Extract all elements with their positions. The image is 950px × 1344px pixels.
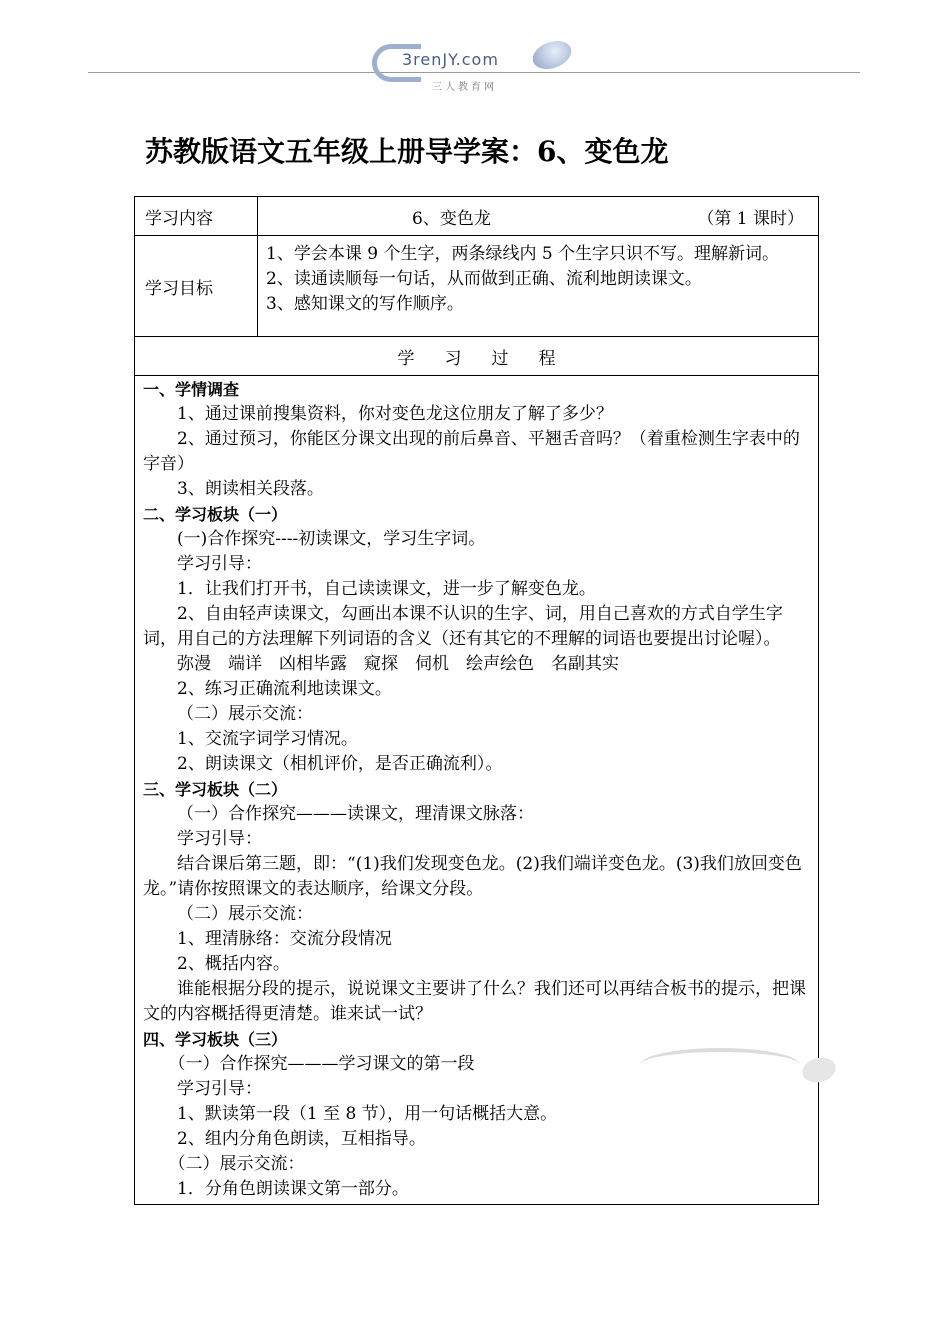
process-header: 学习过程	[135, 337, 819, 376]
logo-text: 3renJY.com	[402, 50, 499, 69]
process-body	[135, 376, 819, 1205]
goal-item: 2、读通读顺每一句话，从而做到正确、流利地朗读课文。	[266, 269, 702, 289]
body-paragraph: 1．分角色朗读课文第一部分。	[177, 1179, 409, 1199]
lesson-period: （第 1 课时）	[697, 208, 804, 229]
body-paragraph: 学习引导：	[177, 829, 262, 849]
body-paragraph: （二）展示交流：	[168, 1154, 305, 1174]
body-paragraph: 3、朗读相关段落。	[177, 479, 324, 499]
process-body-row	[135, 376, 819, 1205]
body-paragraph: 2、自由轻声读课文，勾画出本课不认识的生字、词，用自己喜欢的方式自学生字词，用自己的方法理解下列词语的含义（还有其它的不理解的词语也要提出讨论喔）。	[143, 604, 783, 649]
section-heading: 二、学习板块（一）	[143, 505, 288, 524]
goals-row	[135, 236, 819, 337]
body-paragraph: （二）展示交流：	[177, 904, 313, 924]
body-paragraph: 2、概括内容。	[177, 954, 290, 974]
body-paragraph: 2、组内分角色朗读，互相指导。	[177, 1129, 426, 1149]
body-paragraph: 1、交流字词学习情况。	[177, 729, 358, 749]
content-value: 6、变色龙	[412, 208, 491, 229]
body-paragraph: 1、默读第一段（1 至 8 节），用一句话概括大意。	[177, 1104, 558, 1124]
lesson-plan-table	[134, 196, 819, 1205]
content-row	[135, 197, 819, 236]
logo-subtitle: 三人教育网	[432, 82, 497, 93]
body-paragraph: (一)合作探究----初读课文，学习生字词。	[177, 529, 486, 549]
body-paragraph: 1、理清脉络：交流分段情况	[177, 929, 392, 949]
body-paragraph: 结合课后第三题，即：“(1)我们发现变色龙。(2)我们端详变色龙。(3)我们放回变色龙。”请你按照课文的表达顺序，给课文分段。	[143, 854, 802, 899]
body-paragraph: 弥漫 端详 凶相毕露 窥探 伺机 绘声绘色 名副其实	[177, 654, 619, 674]
process-header-row	[135, 337, 819, 376]
body-paragraph: 学习引导：	[177, 1079, 262, 1099]
page-title: 苏教版语文五年级上册导学案：6、变色龙	[145, 135, 669, 168]
section-heading: 三、学习板块（二）	[143, 780, 288, 799]
body-paragraph: 2、朗读课文（相机评价，是否正确流利）。	[177, 754, 503, 774]
goals-label: 学习目标	[135, 236, 258, 337]
body-paragraph: 学习引导：	[177, 554, 262, 574]
section-heading: 一、学情调查	[143, 380, 240, 399]
goal-item: 1、学会本课 9 个生字，两条绿线内 5 个生字只识不写。理解新词。	[266, 244, 780, 264]
logo-orb-icon	[529, 36, 575, 74]
body-paragraph: 谁能根据分段的提示，说说课文主要讲了什么？我们还可以再结合板书的提示，把课文的内容概括得更清楚。谁来试一试？	[143, 979, 806, 1024]
site-logo	[372, 40, 582, 96]
body-paragraph: 2、通过预习，你能区分课文出现的前后鼻音、平翘舌音吗？（着重检测生字表中的字音）	[143, 429, 800, 474]
body-paragraph: 1．让我们打开书，自己读读课文，进一步了解变色龙。	[177, 579, 596, 599]
goals-cell	[258, 236, 819, 337]
goal-item: 3、感知课文的写作顺序。	[266, 294, 464, 314]
section-heading: 四、学习板块（三）	[143, 1030, 288, 1049]
body-paragraph: 1、通过课前搜集资料，你对变色龙这位朋友了解了多少？	[177, 404, 613, 424]
content-value-cell	[258, 197, 819, 236]
content-label: 学习内容	[135, 197, 258, 236]
body-paragraph: （二）展示交流：	[177, 704, 313, 724]
body-paragraph: 2、练习正确流利地读课文。	[177, 679, 392, 699]
body-paragraph: （一）合作探究———读课文，理清课文脉落：	[177, 804, 534, 824]
body-paragraph: （一）合作探究———学习课文的第一段	[168, 1054, 475, 1074]
